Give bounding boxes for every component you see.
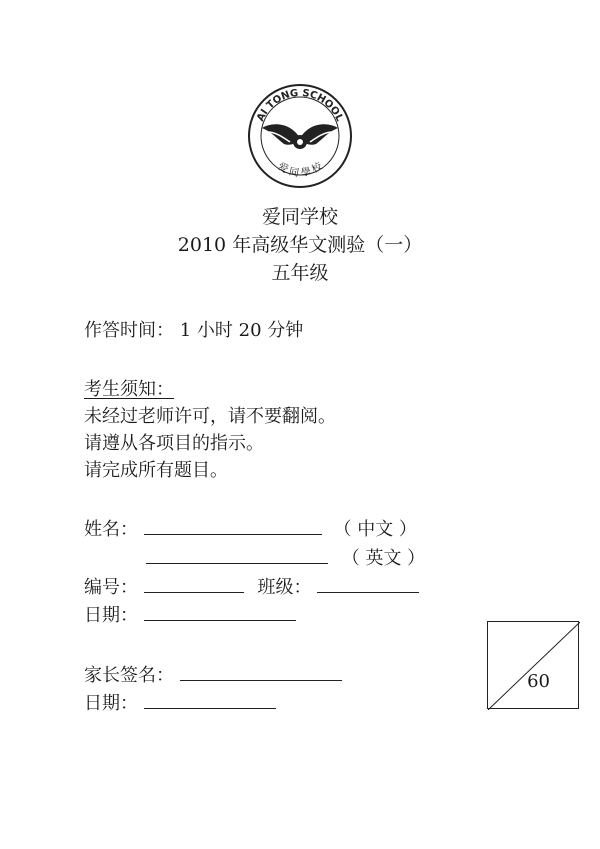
- number-field[interactable]: [144, 578, 244, 593]
- score-total: 60: [527, 671, 550, 692]
- time-label: 作答时间：: [84, 320, 174, 341]
- parent-signature-row: [84, 661, 342, 687]
- name-row: [84, 515, 417, 541]
- instruction-item: 请完成所有题目。: [84, 460, 228, 481]
- logo-bottom-text: 爱 同 學 校: [275, 160, 325, 180]
- english-name-field[interactable]: [146, 549, 328, 564]
- date2-label: 日期：: [84, 693, 138, 714]
- exam-title: 2010 年高级华文测验（一）: [177, 234, 423, 256]
- instruction-item: 未经过老师许可，请不要翻阅。: [84, 406, 336, 427]
- time-row: [84, 316, 303, 342]
- class-field[interactable]: [317, 578, 419, 593]
- name-label: 姓名：: [84, 519, 138, 540]
- date-field[interactable]: [144, 606, 296, 621]
- date2-row: [84, 689, 276, 715]
- date2-field[interactable]: [144, 694, 276, 709]
- score-diagonal: [488, 622, 580, 710]
- chinese-name-field[interactable]: [144, 520, 322, 535]
- instruction-item: 请遵从各项目的指示。: [84, 433, 264, 454]
- english-label: （ 英文 ）: [341, 548, 426, 569]
- school-name: 爱同学校: [261, 206, 338, 228]
- english-name-row: [146, 544, 425, 570]
- date-label: 日期：: [84, 605, 138, 626]
- grade-level: 五年级: [271, 262, 329, 284]
- number-label: 编号：: [84, 577, 138, 598]
- number-class-row: [84, 573, 419, 599]
- parent-signature-label: 家长签名：: [84, 665, 174, 686]
- parent-signature-field[interactable]: [180, 666, 342, 681]
- chinese-label: （ 中文 ）: [333, 519, 417, 540]
- class-label: 班级：: [257, 577, 312, 598]
- score-box: [487, 621, 579, 709]
- svg-text:AI TONG SCHOOL: [255, 88, 345, 124]
- school-emblem-icon: [246, 82, 354, 190]
- logo-top-text: AI TONG SCHOOL: [255, 87, 345, 124]
- instructions-heading: 考生须知：: [84, 379, 174, 400]
- date-row: [84, 601, 296, 627]
- time-value: 1 小时 20 分钟: [179, 320, 304, 341]
- svg-text:爱 同 學 校: [275, 159, 325, 180]
